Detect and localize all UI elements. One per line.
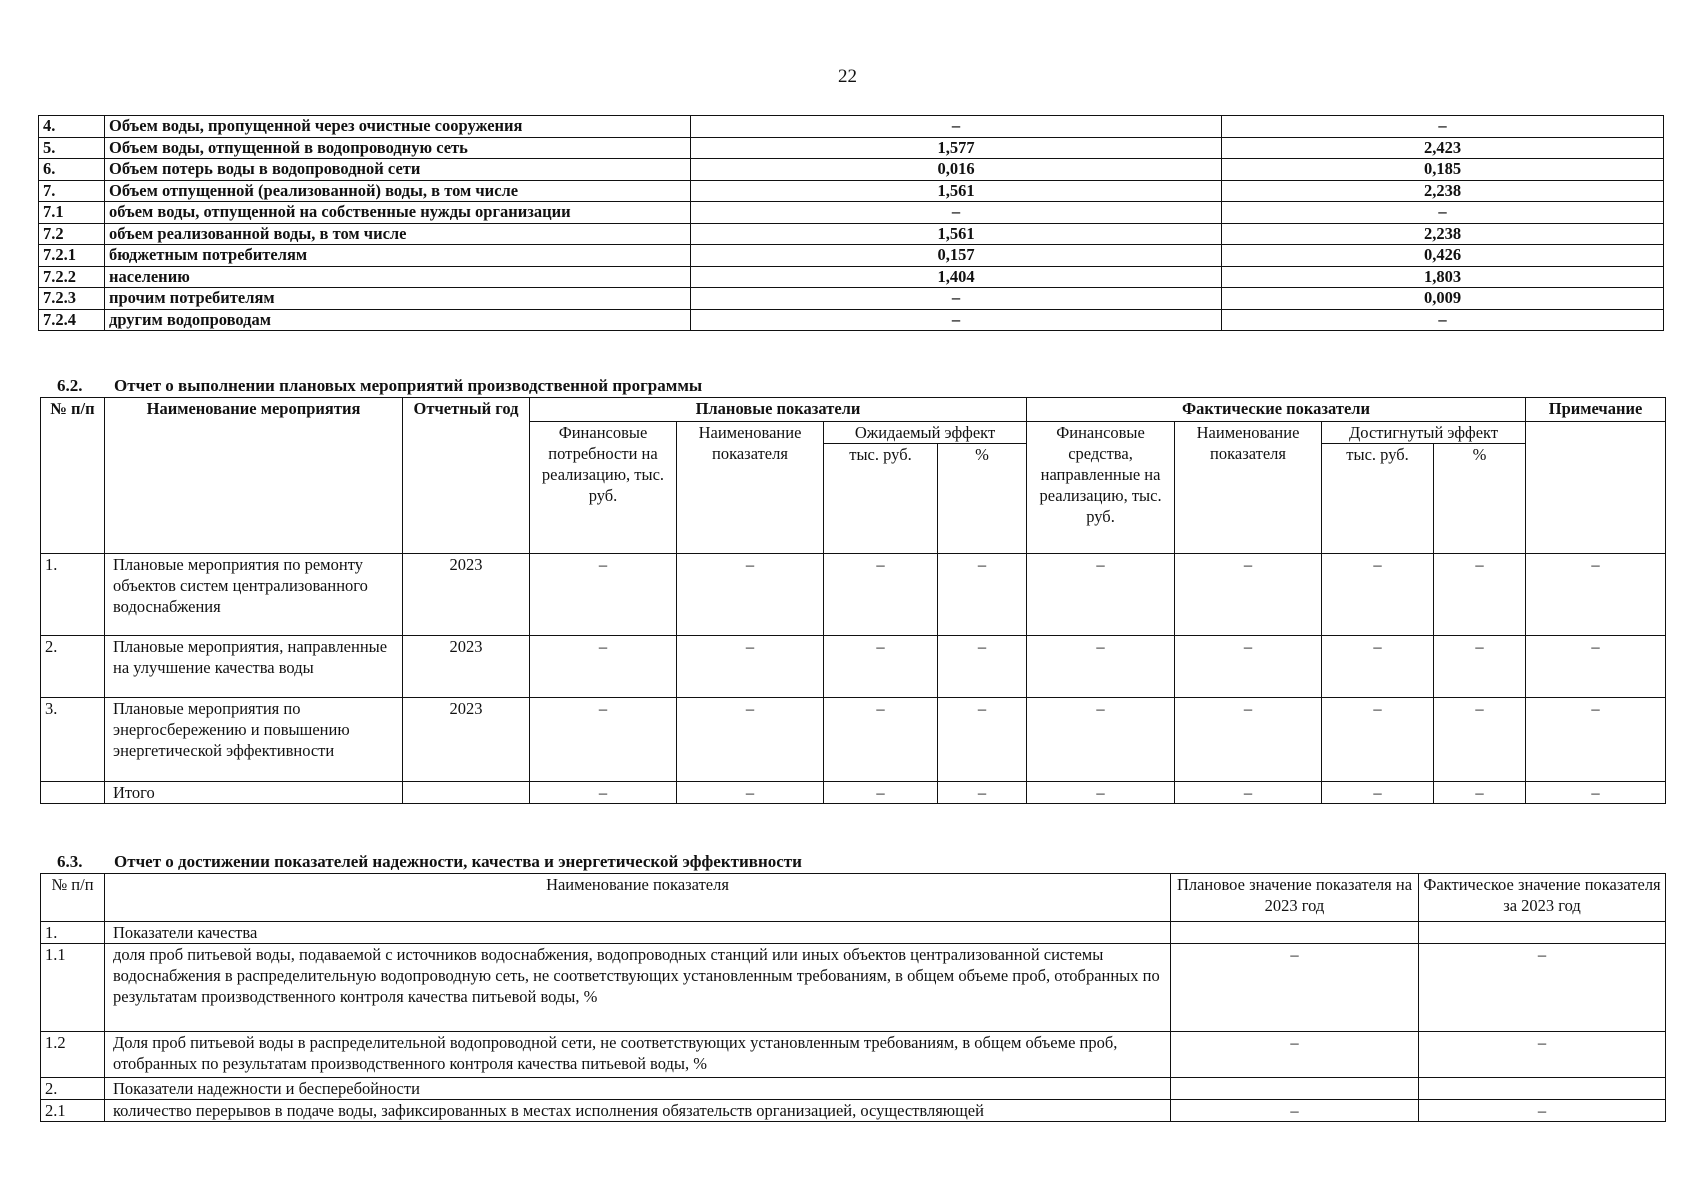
value-col-2: 0,185 — [1222, 159, 1664, 181]
value-col-1: – — [691, 309, 1222, 331]
row-number: 4. — [39, 116, 105, 138]
header-actual-indicator: Наименование показателя — [1175, 422, 1322, 554]
total-cell: – — [938, 782, 1027, 804]
table-row — [39, 288, 1664, 310]
total-cell: – — [824, 782, 938, 804]
value-cell: – — [1175, 554, 1322, 636]
table-row — [41, 1100, 1666, 1122]
header-indicator-name: Наименование показателя — [105, 874, 1171, 922]
indicators-table — [40, 873, 1666, 1122]
value-col-1: 1,577 — [691, 137, 1222, 159]
indicator-name: Показатели надежности и бесперебойности — [105, 1078, 1171, 1100]
value-cell: – — [1434, 698, 1526, 782]
value-cell: – — [1526, 698, 1666, 782]
table-row — [39, 116, 1664, 138]
total-cell: – — [1526, 782, 1666, 804]
value-cell: – — [677, 698, 824, 782]
row-name: прочим потребителям — [105, 288, 691, 310]
table-row — [39, 159, 1664, 181]
row-name: объем реализованной воды, в том числе — [105, 223, 691, 245]
total-number-empty — [41, 782, 105, 804]
row-name: другим водопроводам — [105, 309, 691, 331]
value-cell: – — [1526, 636, 1666, 698]
row-name: бюджетным потребителям — [105, 245, 691, 267]
row-number: 7.2.3 — [39, 288, 105, 310]
row-number: 1. — [41, 554, 105, 636]
fact-value: – — [1419, 1100, 1666, 1122]
row-number: 3. — [41, 698, 105, 782]
table-row — [41, 944, 1666, 1032]
value-cell: – — [1322, 554, 1434, 636]
total-cell: – — [1434, 782, 1526, 804]
row-name: Объем воды, пропущенной через очистные сооружения — [105, 116, 691, 138]
value-cell: – — [824, 554, 938, 636]
value-col-2: 2,238 — [1222, 180, 1664, 202]
value-cell: – — [677, 554, 824, 636]
header-expected-effect: Ожидаемый эффект — [824, 422, 1027, 444]
header-year: Отчетный год — [403, 398, 530, 444]
value-cell: – — [1434, 636, 1526, 698]
table-row — [41, 922, 1666, 944]
header-plan-thous-rub: тыс. руб. — [824, 444, 938, 554]
table-row — [39, 309, 1664, 331]
header-act-percent: % — [1434, 444, 1526, 554]
value-cell: – — [1175, 636, 1322, 698]
row-name: Объем отпущенной (реализованной) воды, в том числе — [105, 180, 691, 202]
value-col-1: 1,561 — [691, 180, 1222, 202]
plan-value: – — [1171, 944, 1419, 1032]
value-cell: – — [530, 698, 677, 782]
header-year-cont — [403, 444, 530, 554]
row-number: 2. — [41, 636, 105, 698]
table-row — [39, 223, 1664, 245]
row-number: 7.2.4 — [39, 309, 105, 331]
total-year-empty — [403, 782, 530, 804]
value-cell: – — [1434, 554, 1526, 636]
value-cell: – — [1027, 554, 1175, 636]
header-act-thous-rub: тыс. руб. — [1322, 444, 1434, 554]
value-col-1: 0,016 — [691, 159, 1222, 181]
table-row — [39, 266, 1664, 288]
value-col-2: 0,426 — [1222, 245, 1664, 267]
header-plan-finance: Финансовые потребности на реализацию, тыс. руб. — [530, 422, 677, 554]
section-63-heading — [57, 852, 802, 872]
table-row — [39, 245, 1664, 267]
row-number: 1. — [41, 922, 105, 944]
header-name-cont — [105, 444, 403, 554]
value-col-1: – — [691, 202, 1222, 224]
header-achieved-effect: Достигнутый эффект — [1322, 422, 1526, 444]
value-cell: – — [824, 636, 938, 698]
header-num: № п/п — [41, 398, 105, 444]
row-name: Объем воды, отпущенной в водопроводную сеть — [105, 137, 691, 159]
value-col-1: 1,404 — [691, 266, 1222, 288]
fact-value — [1419, 1078, 1666, 1100]
header-note-empty — [1526, 422, 1666, 554]
value-col-2: – — [1222, 309, 1664, 331]
total-cell: – — [1027, 782, 1175, 804]
page-number: 22 — [838, 66, 857, 87]
row-number: 7.2 — [39, 223, 105, 245]
value-col-2: 2,423 — [1222, 137, 1664, 159]
header-note: Примечание — [1526, 398, 1666, 422]
row-number: 2.1 — [41, 1100, 105, 1122]
total-cell: – — [677, 782, 824, 804]
value-col-2: 2,238 — [1222, 223, 1664, 245]
plan-value — [1171, 1078, 1419, 1100]
table-row — [41, 636, 1666, 698]
total-cell: – — [530, 782, 677, 804]
value-col-2: – — [1222, 202, 1664, 224]
value-cell: – — [530, 636, 677, 698]
total-cell: – — [1175, 782, 1322, 804]
header-actual-finance: Финансовые средства, направленные на реализацию, тыс. руб. — [1027, 422, 1175, 554]
header-event-name: Наименование мероприятия — [105, 398, 403, 444]
section-number: 6.2. — [57, 376, 83, 395]
row-name: объем воды, отпущенной на собственные нужды организации — [105, 202, 691, 224]
row-number: 7.1 — [39, 202, 105, 224]
fact-value: – — [1419, 1032, 1666, 1078]
header-planned: Плановые показатели — [530, 398, 1027, 422]
row-number: 5. — [39, 137, 105, 159]
row-number: 1.2 — [41, 1032, 105, 1078]
row-number: 1.1 — [41, 944, 105, 1032]
report-year: 2023 — [403, 554, 530, 636]
row-name: Объем потерь воды в водопроводной сети — [105, 159, 691, 181]
section-title: Отчет о выполнении плановых мероприятий производственной программы — [114, 376, 703, 395]
indicator-name: Показатели качества — [105, 922, 1171, 944]
value-cell: – — [938, 698, 1027, 782]
value-col-1: 0,157 — [691, 245, 1222, 267]
value-cell: – — [824, 698, 938, 782]
indicator-name: доля проб питьевой воды, подаваемой с источников водоснабжения, водопроводных станций или иных объектов централизованной системы водоснабжения в распределительную водопроводную сеть, не соответствующих установленным требованиям, в общем объеме проб, отобранных по результатам производственного контроля качества питьевой воды, % — [105, 944, 1171, 1032]
value-cell: – — [1175, 698, 1322, 782]
row-number: 7.2.1 — [39, 245, 105, 267]
header-plan-percent: % — [938, 444, 1027, 554]
section-number: 6.3. — [57, 852, 83, 871]
value-cell: – — [1322, 698, 1434, 782]
row-number: 6. — [39, 159, 105, 181]
table-row — [41, 698, 1666, 782]
value-cell: – — [1027, 698, 1175, 782]
row-name: населению — [105, 266, 691, 288]
table-row — [41, 554, 1666, 636]
section-title: Отчет о достижении показателей надежности, качества и энергетической эффективности — [114, 852, 802, 871]
report-year: 2023 — [403, 698, 530, 782]
value-col-2: 1,803 — [1222, 266, 1664, 288]
value-col-2: – — [1222, 116, 1664, 138]
indicator-name: количество перерывов в подаче воды, зафиксированных в местах исполнения обязательств организацией, осуществляющей — [105, 1100, 1171, 1122]
program-events-table — [40, 397, 1666, 804]
section-62-heading — [57, 376, 702, 396]
indicator-name: Доля проб питьевой воды в распределительной водопроводной сети, не соответствующих установленным требованиям, в общем объеме проб, отобранных по результатам производственного контроля качества питьевой воды, % — [105, 1032, 1171, 1078]
table-row — [39, 137, 1664, 159]
header-plan-value: Плановое значение показателя на 2023 год — [1171, 874, 1419, 922]
value-cell: – — [1526, 554, 1666, 636]
header-plan-indicator: Наименование показателя — [677, 422, 824, 554]
value-cell: – — [1027, 636, 1175, 698]
header-num: № п/п — [41, 874, 105, 922]
plan-value: – — [1171, 1032, 1419, 1078]
event-name: Плановые мероприятия по энергосбережению и повышению энергетической эффективности — [105, 698, 403, 782]
header-fact-value: Фактическое значение показателя за 2023 год — [1419, 874, 1666, 922]
table-row — [41, 1078, 1666, 1100]
value-cell: – — [938, 554, 1027, 636]
value-col-1: – — [691, 116, 1222, 138]
event-name: Плановые мероприятия по ремонту объектов систем централизованного водоснабжения — [105, 554, 403, 636]
row-number: 7. — [39, 180, 105, 202]
table-row — [41, 1032, 1666, 1078]
table-row — [39, 202, 1664, 224]
value-col-2: 0,009 — [1222, 288, 1664, 310]
report-year: 2023 — [403, 636, 530, 698]
event-name: Плановые мероприятия, направленные на улучшение качества воды — [105, 636, 403, 698]
value-cell: – — [530, 554, 677, 636]
fact-value — [1419, 922, 1666, 944]
value-col-1: 1,561 — [691, 223, 1222, 245]
fact-value: – — [1419, 944, 1666, 1032]
total-cell: – — [1322, 782, 1434, 804]
total-label: Итого — [105, 782, 403, 804]
water-volume-table — [38, 115, 1664, 331]
plan-value — [1171, 922, 1419, 944]
value-cell: – — [938, 636, 1027, 698]
header-actual: Фактические показатели — [1027, 398, 1526, 422]
row-number: 2. — [41, 1078, 105, 1100]
row-number: 7.2.2 — [39, 266, 105, 288]
total-row — [41, 782, 1666, 804]
value-cell: – — [1322, 636, 1434, 698]
header-num-cont — [41, 444, 105, 554]
plan-value: – — [1171, 1100, 1419, 1122]
value-cell: – — [677, 636, 824, 698]
table-row — [39, 180, 1664, 202]
value-col-1: – — [691, 288, 1222, 310]
